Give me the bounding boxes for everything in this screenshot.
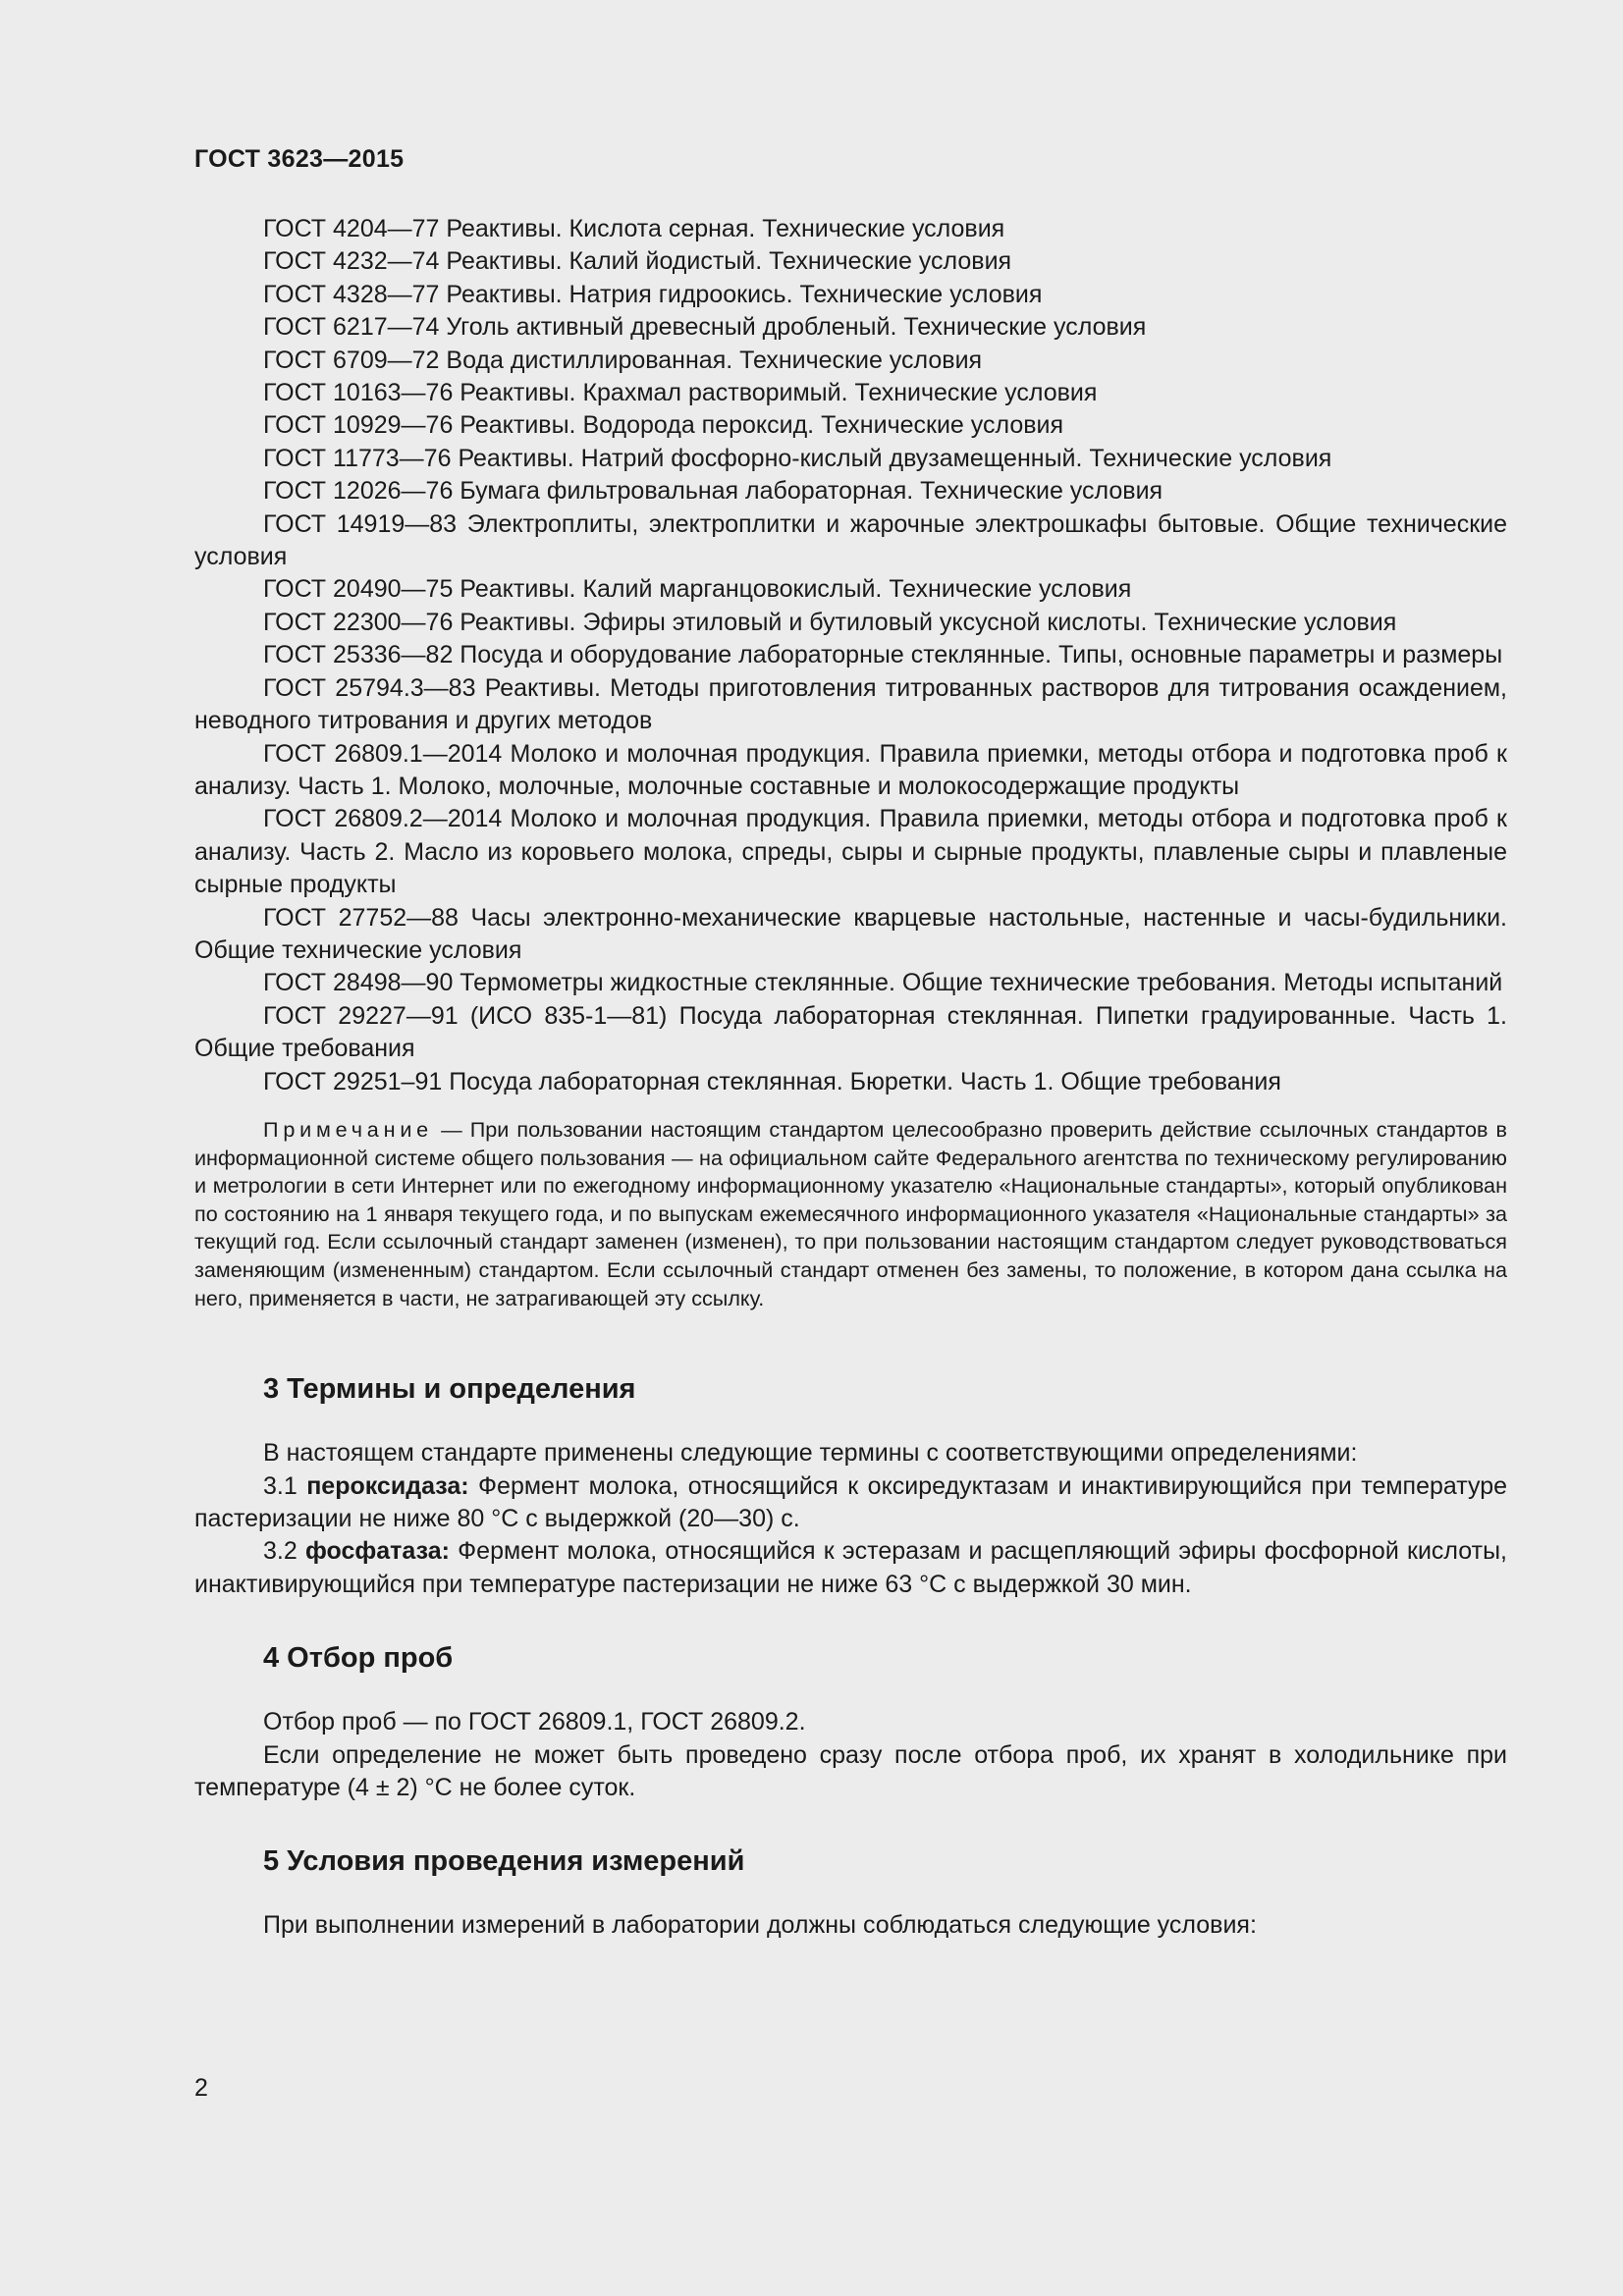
reference-item: ГОСТ 25794.3—83 Реактивы. Методы приготовления титрованных растворов для титрования осаждением, неводного титрования и других методов: [194, 673, 1507, 735]
note-label: Примечание: [263, 1116, 433, 1142]
section-3-title: 3 Термины и определения: [263, 1373, 636, 1406]
term-name: фосфатаза:: [304, 1537, 450, 1566]
reference-item: ГОСТ 11773—76 Реактивы. Натрий фосфорно-кислый двузамещенный. Технические условия: [263, 444, 1332, 472]
reference-item: ГОСТ 4328—77 Реактивы. Натрия гидроокись. Технические условия: [263, 280, 1043, 308]
section-5-title: 5 Условия проведения измерений: [263, 1845, 745, 1878]
reference-item: ГОСТ 29227—91 (ИСО 835-1—81) Посуда лабораторная стеклянная. Пипетки градуированные. Часть 1. Общие требования: [194, 1001, 1507, 1063]
reference-item: ГОСТ 6217—74 Уголь активный древесный дробленый. Технические условия: [263, 313, 1147, 342]
reference-item: ГОСТ 29251–91 Посуда лабораторная стеклянная. Бюретки. Часть 1. Общие требования: [263, 1067, 1281, 1095]
reference-item: ГОСТ 4204—77 Реактивы. Кислота серная. Технические условия: [263, 215, 1005, 242]
term-definition: [194, 1535, 1507, 1601]
term-number: 3.1: [263, 1471, 307, 1500]
reference-item: ГОСТ 25336—82 Посуда и оборудование лабораторные стеклянные. Типы, основные параметры и размеры: [263, 641, 1503, 669]
paragraph: Если определение не может быть проведено сразу после отбора проб, их хранят в холодильнике при температуре (4 ± 2) °С не более суток.: [194, 1740, 1507, 1801]
reference-item: ГОСТ 27752—88 Часы электронно-механические кварцевые настольные, настенные и часы-будильники. Общие технические условия: [194, 903, 1507, 964]
reference-item: ГОСТ 22300—76 Реактивы. Эфиры этиловый и бутиловый уксусной кислоты. Технические условия: [263, 608, 1397, 636]
reference-item: ГОСТ 4232—74 Реактивы. Калий йодистый. Технические условия: [263, 247, 1012, 276]
term-definition: [194, 1470, 1507, 1536]
reference-item: ГОСТ 10929—76 Реактивы. Водорода пероксид. Технические условия: [263, 411, 1064, 440]
section-3-body: [194, 1437, 1507, 1601]
term-text: Фермент молока, относящийся к эстеразам и расщепляющий эфиры фосфорной кислоты, инактивирующийся при температуре пастеризации не ниже 63 °С с выдержкой 30 мин.: [194, 1537, 1507, 1598]
section-5-body: [194, 1909, 1507, 1942]
section-4-body: [194, 1706, 1507, 1804]
paragraph: При выполнении измерений в лаборатории должны соблюдаться следующие условия:: [263, 1911, 1257, 1940]
reference-item: ГОСТ 14919—83 Электроплиты, электроплитки и жарочные электрошкафы бытовые. Общие технические условия: [194, 509, 1507, 571]
reference-item: ГОСТ 12026—76 Бумага фильтровальная лабораторная. Технические условия: [263, 477, 1163, 506]
reference-item: ГОСТ 6709—72 Вода дистиллированная. Технические условия: [263, 346, 983, 374]
term-text: Фермент молока, относящийся к оксиредуктазам и инактивирующийся при температуре пастеризации не ниже 80 °С с выдержкой (20—30) с.: [194, 1471, 1507, 1532]
reference-item: ГОСТ 26809.2—2014 Молоко и молочная продукция. Правила приемки, методы отбора и подготовка проб к анализу. Часть 2. Масло из коровьего молока, спреды, сыры и сырные продукты, плавленые сыры и плавленые сырные продукты: [194, 805, 1507, 899]
reference-item: ГОСТ 28498—90 Термометры жидкостные стеклянные. Общие технические требования. Методы испытаний: [263, 969, 1503, 997]
section-4-title: 4 Отбор проб: [263, 1642, 454, 1675]
term-number: 3.2: [263, 1537, 305, 1566]
paragraph: Отбор проб — по ГОСТ 26809.1, ГОСТ 26809.2.: [263, 1708, 806, 1736]
document-header: ГОСТ 3623—2015: [194, 145, 405, 173]
note-paragraph: [194, 1116, 1507, 1312]
normative-references: [194, 213, 1507, 1098]
reference-item: ГОСТ 10163—76 Реактивы. Крахмал растворимый. Технические условия: [263, 379, 1098, 407]
section-3-intro: В настоящем стандарте применены следующие термины с соответствующими определениями:: [263, 1439, 1358, 1468]
reference-item: ГОСТ 20490—75 Реактивы. Калий марганцовокислый. Технические условия: [263, 575, 1132, 604]
reference-item: ГОСТ 26809.1—2014 Молоко и молочная продукция. Правила приемки, методы отбора и подготовка проб к анализу. Часть 1. Молоко, молочные, молочные составные и молокосодержащие продукты: [194, 739, 1507, 800]
note-text: — При пользовании настоящим стандартом целесообразно проверить действие ссылочных стандартов в информационной системе общего пользования — на официальном сайте Федерального агентства по техническому регулированию и метрологии в сети Интернет или по ежегодному информационному указателю «Национальные стандарты», который опубликован по состоянию на 1 января текущего года, и по выпускам ежемесячного информационного указателя «Национальные стандарты» за текущий год. Если ссылочный стандарт заменен (изменен), то при пользовании настоящим стандартом следует руководствоваться заменяющим (измененным) стандартом. Если ссылочный стандарт отменен без замены, то положение, в котором дана ссылка на него, применяется в части, не затрагивающей эту ссылку.: [194, 1116, 1507, 1310]
page-number: 2: [194, 2074, 208, 2102]
term-name: пероксидаза:: [306, 1471, 469, 1500]
